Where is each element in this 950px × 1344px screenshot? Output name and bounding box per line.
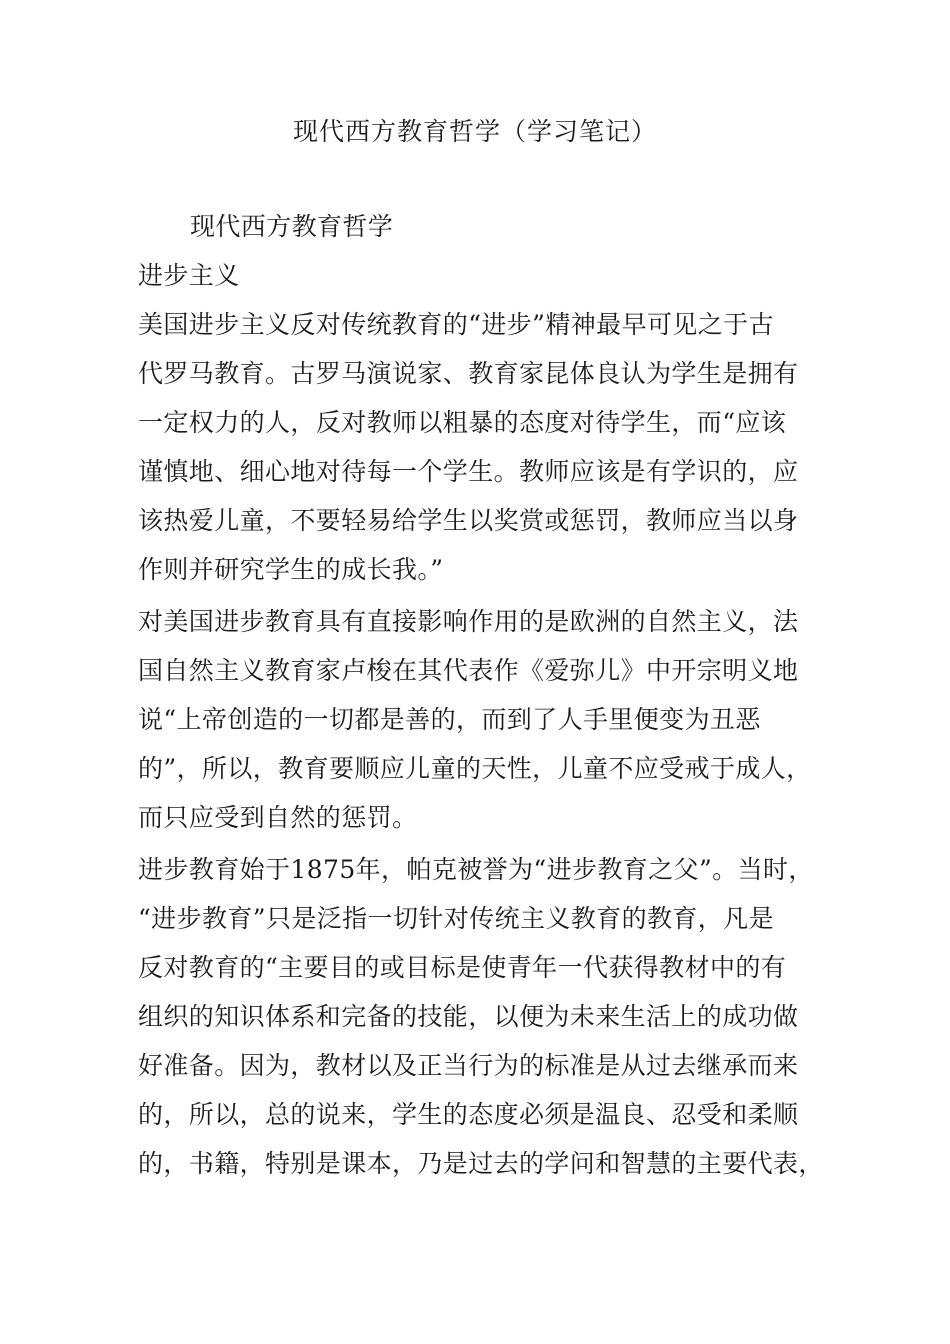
paragraph-line: 谨慎地、细心地对待每一个学生。教师应该是有学识的，应 — [138, 457, 799, 486]
paragraph-line: 美国进步主义反对传统教育的“进步”精神最早可见之于古 — [138, 310, 774, 339]
paragraph-line: 好准备。因为，教材以及正当行为的标准是从过去继承而来 — [138, 1051, 799, 1080]
paragraph-line: 的，书籍，特别是课本，乃是过去的学问和智慧的主要代表， — [138, 1149, 824, 1178]
paragraph-line: 的，所以，总的说来，学生的态度必须是温良、忍受和柔顺 — [138, 1100, 799, 1129]
paragraph-line: 进步教育始于1875年，帕克被誉为“进步教育之父”。当时， — [138, 855, 814, 884]
paragraph-line: 该热爱儿童，不要轻易给学生以奖赏或惩罚，教师应当以身 — [138, 506, 799, 535]
section-heading: 进步主义 — [138, 261, 240, 290]
paragraph-line: 组织的知识体系和完备的技能，以便为未来生活上的成功做 — [138, 1002, 799, 1031]
paragraph-line: 的”，所以，教育要顺应儿童的天性，儿童不应受戒于成人， — [138, 754, 812, 783]
paragraph-line: 对美国进步教育具有直接影响作用的是欧洲的自然主义，法 — [138, 607, 799, 636]
paragraph-line: 而只应受到自然的惩罚。 — [138, 803, 418, 832]
paragraph-line: 国自然主义教育家卢梭在其代表作《爱弥儿》中开宗明义地 — [138, 656, 799, 685]
paragraph-line: 作则并研究学生的成长我。” — [138, 555, 444, 584]
document-subtitle: 现代西方教育哲学 — [190, 212, 394, 241]
paragraph-line: “进步教育”只是泛指一切针对传统主义教育的教育，凡是 — [138, 904, 774, 933]
document-title: 现代西方教育哲学（学习笔记） — [292, 117, 657, 146]
paragraph-line: 反对教育的“主要目的或目标是使青年一代获得教材中的有 — [138, 953, 787, 982]
paragraph-line: 代罗马教育。古罗马演说家、教育家昆体良认为学生是拥有 — [138, 359, 799, 388]
paragraph-line: 说“上帝创造的一切都是善的，而到了人手里便变为丑恶 — [138, 705, 761, 734]
paragraph-line: 一定权力的人，反对教师以粗暴的态度对待学生，而“应该 — [138, 408, 787, 437]
